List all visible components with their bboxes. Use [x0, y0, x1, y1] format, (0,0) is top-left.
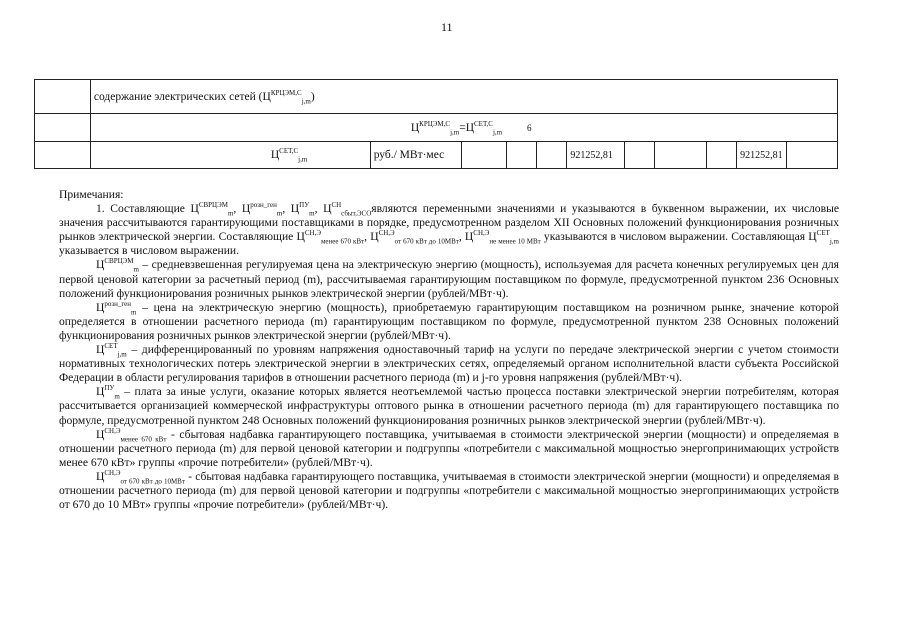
table-row	[35, 80, 838, 114]
notes-heading: Примечания:	[59, 188, 124, 201]
value-cell: 921252,81	[737, 142, 787, 169]
row-title: содержание электрических сетей (	[93, 90, 263, 103]
table-cell	[707, 142, 737, 169]
note-paragraph: $Ц^{ПУ}_m$ – плата за иные услуги, оказание которых является неотъемлемой частью процесса поставки электрической энергии потребителям, которая рассчитывается организацией коммерческой инфраструктуры оптового рынка в отношении расчетного периода (m) для гарантирующего поставщика по формуле, предусмотренной пунктом 248 Основных положений функционирования розничных рынков электрической энергии (рублей/МВт·ч).	[59, 384, 839, 427]
table-row	[35, 114, 838, 142]
note-paragraph: $Ц^{СН,Э}_{менее 670 кВт}$ - сбытовая надбавка гарантирующего поставщика, учитываемая в стоимости электрической энергии (мощности) и определяемая в отношении расчетного периода (m) для первой ценовой категории и подгруппы «потребители с максимальной мощностью энергопринимающих устройств менее 670 кВт» группы «прочие потребители» (рублей/МВт·ч).	[59, 426, 839, 469]
formula-symbol: $Ц^{СЕТ,С}_{j,m}$	[465, 119, 503, 136]
table-cell	[507, 142, 537, 169]
table-cell	[655, 142, 707, 169]
table-cell	[537, 142, 567, 169]
value-cell: 921252,81	[567, 142, 625, 169]
table-cell	[787, 142, 838, 169]
table-cell	[461, 142, 507, 169]
table-cell	[35, 80, 91, 114]
notes-section	[59, 188, 839, 512]
formula-cell: $Ц^{КРЦЭМ,С}_{j,m}=Ц^{СЕТ,С}_{j,m}$ 6	[90, 114, 837, 142]
table-cell: содержание электрических сетей $(Ц^{КРЦЭМ,С}_{j,m})$	[90, 80, 837, 114]
tariff-table	[34, 79, 838, 169]
page-number: 11	[441, 20, 453, 34]
table-cell	[625, 142, 655, 169]
formula-symbol: $Ц^{КРЦЭМ,С}_{j,m}$	[262, 88, 311, 105]
table-row	[35, 142, 838, 169]
table-cell	[90, 142, 370, 169]
note-paragraph: $Ц^{розн\_ген}_m$ – цена на электрическую энергию (мощность), приобретаемую гарантирующим поставщиком на розничном рынке, значение которой определяется в отношении расчетного периода (m) гарантирующим поставщиком по формуле, предусмотренной пунктом 238 Основных положений функционирования розничных рынков электрической энергии (рублей/МВт·ч).	[59, 299, 839, 342]
note-paragraph: $Ц^{СЕТ}_{j,m}$ – дифференцированный по уровням напряжения одноставочный тариф на услуги по передаче электрической энергии с учетом стоимости нормативных технологических потерь электрической энергии в электрических сетях, определяемый органом исполнительной власти субъекта Российской Федерации в области регулирования тарифов в отношении расчетного периода (m) и j-го уровня напряжения (рублей/МВт·ч).	[59, 342, 839, 385]
formula-symbol: $Ц^{СЕТ,С}_{j,m}$	[270, 147, 308, 164]
formula-symbol: $Ц^{КРЦЭМ,С}_{j,m}$	[410, 119, 460, 136]
note-paragraph: $Ц^{СВРЦЭМ}_m$ – средневзвешенная регулируемая цена на электрическую энергию (мощность), используемая для расчета конечных регулируемых цен для первой ценовой категории за расчетный период (m), рассчитываемая гарантирующим поставщиком по формуле, предусмотренной пунктом 236 Основных положений функционирования розничных рынков электрической энергии (рублей/МВт·ч).	[59, 257, 839, 300]
note-paragraph: 1. Составляющие $Ц^{СВРЦЭМ}_m$, $Ц^{розн\_ген}_m$, $Ц^{ПУ}_m$, $Ц^{СН}_{сбыт,ЭСО}являются$ переменными значениями и указываются в буквенном выражении, их числовые значения рассчитываются гарантирующими поставщиками в порядке, предусмотренном разделом XII Основных положений функционирования розничных рынков электрической энергии. Составляющие $Ц^{СН,Э}_{менее 670 кВт}$, $Ц^{СН,Э}_{от 670 кВт до 10МВт}$, $Ц^{СН,Э}_{не менее 10 МВт}$ указываются в числовом выражении. Составляющая $Ц^{СЕТ}_{j,m}$ указывается в числовом выражении.	[59, 201, 840, 258]
table-cell	[35, 114, 91, 142]
note-paragraph: $Ц^{СН,Э}_{от 670 кВт до 10МВт}$ - сбытовая надбавка гарантирующего поставщика, учитываемая в стоимости электрической энергии (мощности) и определяемая в отношении расчетного периода (m) для первой ценовой категории и подгруппы «потребители с максимальной мощностью энергопринимающих устройств от 670 до 10 МВт» группы «прочие потребители» (рублей/МВт·ч).	[59, 469, 839, 512]
formula-note: 6	[526, 122, 532, 133]
table-cell	[35, 142, 91, 169]
unit-cell: руб./ МВт·мес	[370, 142, 461, 169]
